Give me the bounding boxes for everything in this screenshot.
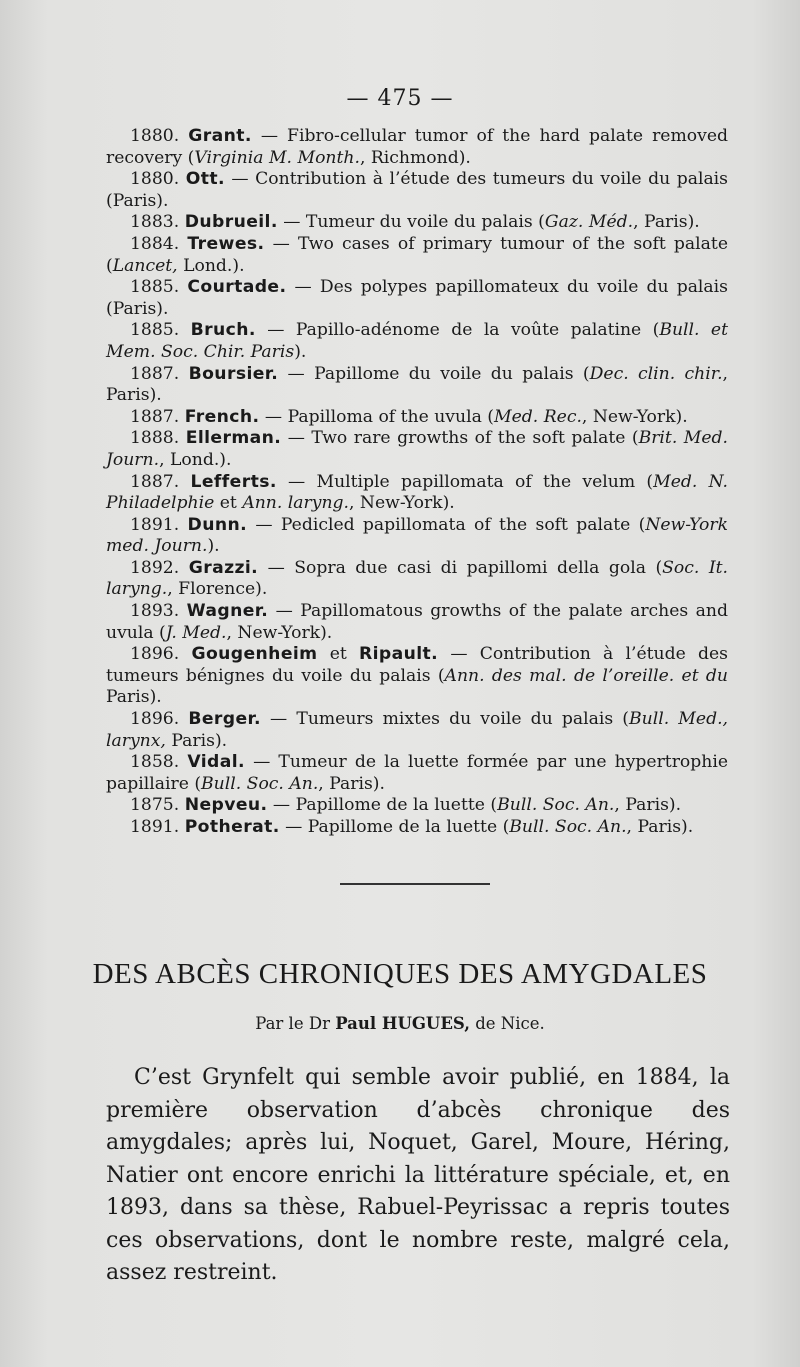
entry-place: , New-York). [349,493,455,514]
entry-source: Bull. Soc. An. [201,773,319,794]
entry-place: , Lond.). [159,449,232,470]
bibliography-entry [106,752,728,795]
section-title: DES ABCÈS CHRONIQUES DES AMYGDALES [92,958,708,990]
entry-year: 1887. [130,406,180,427]
entry-title: — Papillome de la luette ( [279,817,510,837]
byline-prefix: Par le Dr [255,1014,330,1033]
entry-source: Ann. laryng. [242,493,349,514]
entry-year: 1885. [130,320,180,341]
entry-title: — Fibro-cellular tumor of the hard palate removed recovery ( [106,126,729,168]
entry-place: , Paris). [633,212,700,233]
section-divider [340,883,490,885]
entry-author: Wagner. [186,601,269,622]
entry-year: 1896. [130,709,180,730]
entry-year: 1885. [130,277,180,298]
entry-place: , Richmond). [359,147,471,168]
bibliography-entry [106,472,728,515]
entry-source: Ann. des mal. de l’oreille. et du [444,665,728,686]
page-number: — 475 — [346,86,454,111]
byline-suffix: de Nice. [475,1014,545,1033]
byline [0,1014,800,1033]
entry-title: — Tumeurs mixtes du voile du palais ( [260,709,630,730]
entry-author: Grazzi. [188,557,259,578]
entry-place: , New-York). [226,622,333,643]
entry-author: Courtade. [187,277,287,298]
entry-year: 1880. [130,169,180,190]
entry-place: , Paris). [626,817,694,837]
bibliography-entry [106,277,728,320]
entry-year: 1888. [130,428,180,449]
entry-author: Bruch. [190,320,256,341]
entry-source: Brit. Med. Journ. [106,428,728,470]
entry-source: Virginia M. Month. [194,147,360,168]
entry-year: 1887. [130,363,180,384]
entry-year: 1896. [130,644,180,665]
entry-year: 1883. [130,212,180,233]
entry-author: Gougenheim [191,644,318,665]
entry-year: 1891. [130,817,180,837]
entry-author: French. [184,406,260,427]
entry-author: Grant. [188,126,252,146]
entry-title: — Pedicled papillomata of the soft palate ( [247,514,646,535]
entry-author: Vidal. [187,752,245,773]
entry-source: Med. Rec. [494,406,582,427]
entry-year: 1887. [130,471,180,492]
entry-place: , Paris). [614,795,682,816]
bibliography-entry [106,234,728,277]
entry-title: — Des polypes papillomateux du voile du palais (Paris). [106,277,728,319]
bibliography-entry [106,515,728,558]
entry-source: Bull. Soc. An. [509,817,627,837]
entry-title: — Tumeur du voile du palais ( [277,212,545,233]
entry-year: 1892. [130,557,180,578]
entry-source: Med. N. Philadelphie [106,471,728,514]
entry-title: — Multiple papillomata of the velum ( [276,471,654,492]
entry-title: — Papillomatous growths of the palate arches and uvula ( [106,601,728,643]
entry-title: — Papillo-adénome de la voûte palatine ( [255,320,660,341]
entry-title: — Sopra due casi di papillomi della gola ( [258,557,663,578]
entry-connector: et [317,644,359,665]
entry-year: 1880. [130,126,180,146]
entry-title: — Two cases of primary tumour of the soft palate ( [106,233,728,276]
bibliography-entry [106,320,728,363]
entry-author: Potherat. [184,817,280,837]
entry-place: ). [294,341,307,362]
byline-author: Paul HUGUES, [335,1014,470,1033]
bibliography-entry [106,817,728,839]
bibliography-entry [106,558,728,601]
bibliography-list [106,126,728,839]
entry-title: — Papilloma of the uvula ( [259,406,495,427]
entry-year: 1884. [130,233,180,254]
entry-author: Dubrueil. [184,212,278,233]
entry-title: — Contribution à l’étude des tumeurs du voile du palais (Paris). [106,169,729,211]
entry-source: Bull. Soc. An. [497,795,615,816]
entry-author: Berger. [188,709,261,730]
entry-title: — Tumeur de la luette formée par une hypertrophie papillaire ( [106,752,728,794]
body-paragraph: C’est Grynfelt qui semble avoir publié, en 1884, la première observation d’abcès chronique des amygdales; après lui, Noquet, Garel, Moure, Héring, Natier ont encore enrichi la littérature spéciale, et, en 1893, dans sa thèse, Rabuel-Peyrissac a repris toutes ces observations, dont le nombre reste, malgré cela, assez restreint. [106,1065,730,1285]
bibliography-entry [106,126,728,169]
entry-place: , Florence). [167,579,268,600]
entry-place: Lond.). [177,255,245,276]
entry-place: ). [207,536,220,557]
bibliography-entry [106,364,728,407]
entry-source: Dec. clin. chir. [589,363,723,384]
entry-author: Lefferts. [190,471,277,492]
entry-author: Boursier. [188,363,279,384]
entry-title: — Two rare growths of the soft palate ( [281,428,639,449]
bibliography-entry [106,601,728,644]
entry-source: Gaz. Méd. [544,212,634,233]
entry-source: New-York med. Journ. [106,514,728,557]
entry-source: Bull. et Mem. Soc. Chir. Paris [106,320,728,362]
bibliography-entry [106,428,728,471]
bibliography-entry [106,644,728,709]
entry-author: Ellerman. [185,428,282,449]
entry-place: , New-York). [581,406,688,427]
entry-year: 1858. [130,752,180,773]
entry-year: 1875. [130,795,180,816]
entry-title: — Papillome du voile du palais ( [278,363,590,384]
bibliography-entry [106,407,728,429]
bibliography-entry [106,795,728,817]
entry-place: et [214,493,243,514]
entry-author: Nepveu. [184,795,268,816]
entry-author: Ripault. [359,644,439,665]
entry-source: Bull. Med., larynx, [106,709,729,751]
entry-title: — Contribution à l’étude des tumeurs bénignes du voile du palais ( [106,644,728,686]
entry-place: , Paris). [106,363,728,406]
bibliography-entry [106,169,728,212]
entry-source: Lancet, [112,255,178,276]
entry-source: J. Med. [165,622,227,643]
entry-year: 1893. [130,601,180,622]
entry-place: Paris). [165,730,228,751]
entry-place: Paris). [106,687,162,708]
entry-author: Trewes. [187,233,265,254]
entry-author: Dunn. [187,514,248,535]
entry-place: , Paris). [318,773,385,794]
bibliography-entry [106,212,728,234]
entry-author: Ott. [185,169,225,190]
entry-source: Soc. It. laryng. [106,557,728,600]
entry-year: 1891. [130,514,180,535]
entry-title: — Papillome de la luette ( [267,795,498,816]
bibliography-entry [106,709,728,752]
